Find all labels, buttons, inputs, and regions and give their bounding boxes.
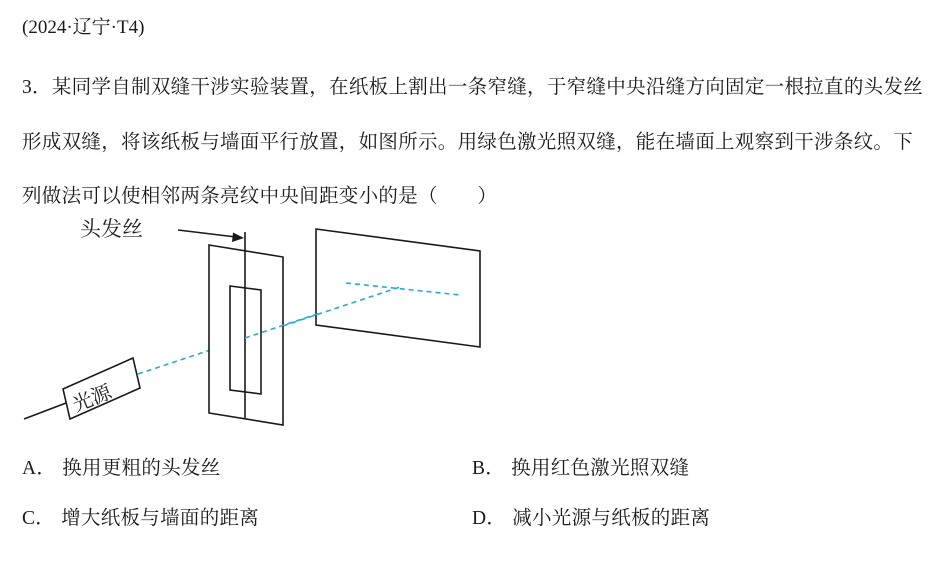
experiment-diagram <box>0 205 520 445</box>
option-c[interactable] <box>22 502 259 530</box>
option-letter: C． <box>22 508 56 529</box>
source-tag: (2024·辽宁·T4) <box>22 17 145 38</box>
experiment-figure <box>0 205 520 445</box>
option-text: 换用红色激光照双缝 <box>511 456 690 479</box>
option-letter: A． <box>22 458 57 479</box>
option-d[interactable] <box>472 502 710 530</box>
question-number: 3． <box>22 77 52 98</box>
option-b[interactable] <box>472 452 689 480</box>
question-text: 某同学自制双缝干涉实验装置，在纸板上割出一条窄缝，于窄缝中央沿缝方向固定一根拉直的头发丝形成双缝，将该纸板与墙面平行放置，如图所示。用绿色激光照双缝，能在墙面上观察到干涉条纹。下列做法可以使相邻两条亮纹中央间距变小的是（ ） <box>22 75 924 207</box>
option-text: 增大纸板与墙面的距离 <box>61 506 260 529</box>
hair-label: 头发丝 <box>80 217 143 241</box>
option-letter: B． <box>472 458 506 479</box>
light-source-label: 光源 <box>68 379 115 417</box>
question-stem <box>22 60 927 223</box>
option-text: 换用更粗的头发丝 <box>62 456 221 479</box>
hair-pointer-arrowhead <box>232 233 244 243</box>
option-a[interactable] <box>22 452 221 480</box>
fringe-line <box>346 283 460 295</box>
option-text: 减小光源与纸板的距离 <box>512 506 711 529</box>
source-cable <box>24 403 66 419</box>
cardboard-plate <box>209 245 283 425</box>
hair-pointer-line <box>178 230 236 237</box>
option-letter: D． <box>472 508 507 529</box>
